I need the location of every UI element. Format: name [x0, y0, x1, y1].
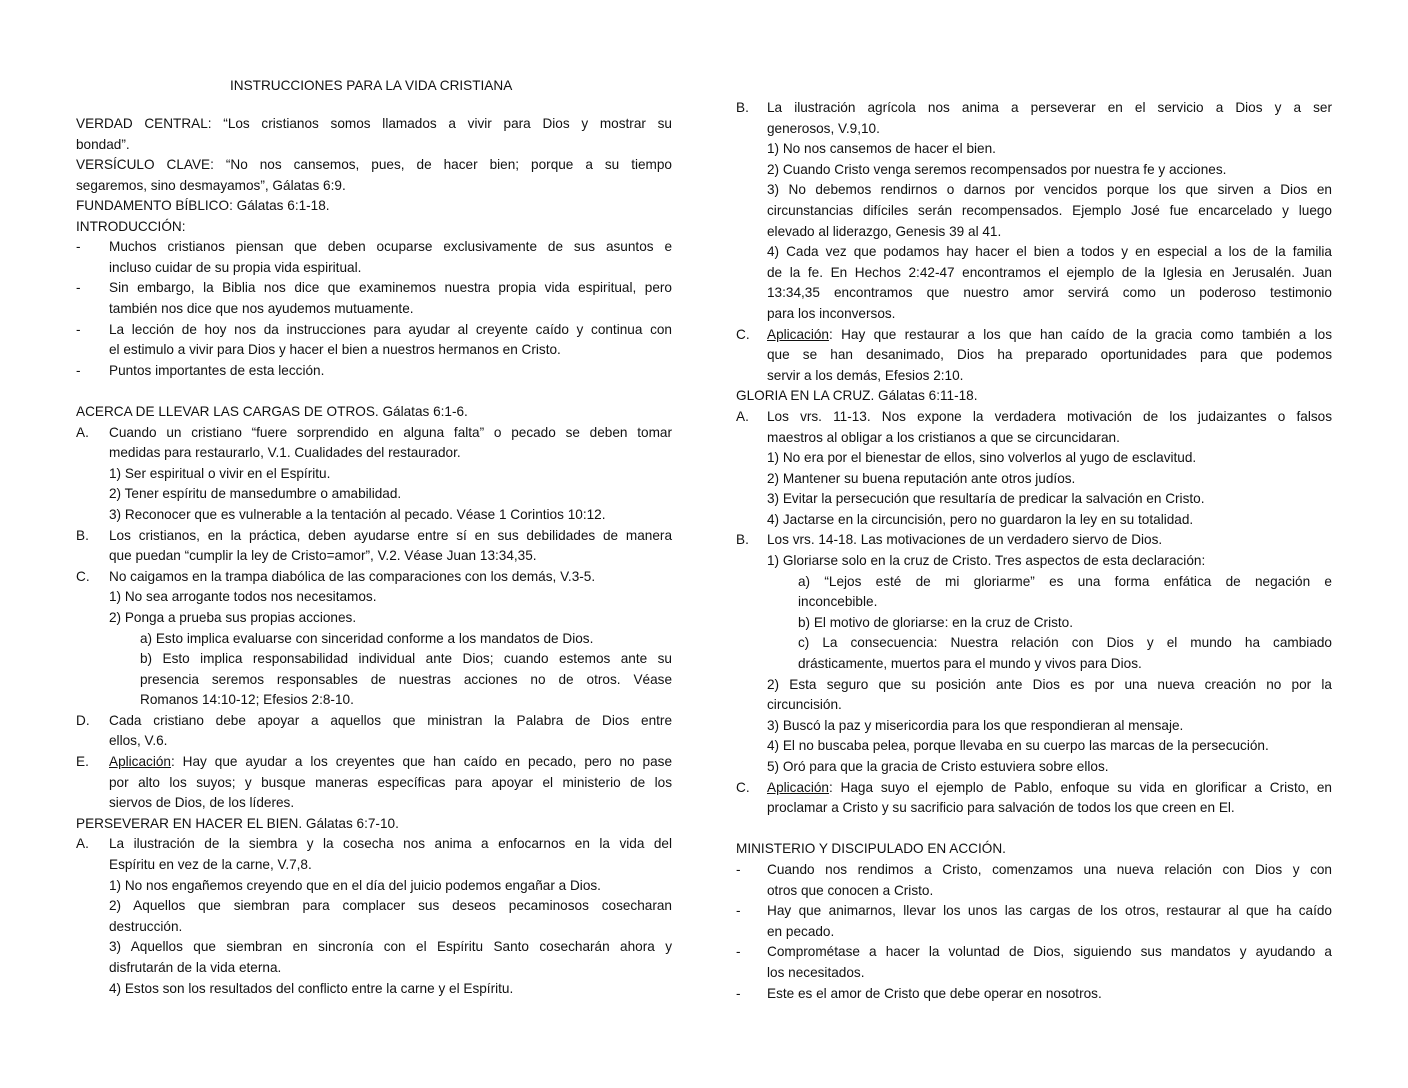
text-line	[76, 155, 672, 176]
line-text: 2) Aquellos que siembran para complacer sus deseos pecaminosos cosecharan	[109, 898, 672, 913]
line-text: de la fe. En Hechos 2:42-47 encontramos el ejemplo de la Iglesia en Jerusalén. Juan	[767, 265, 1332, 280]
text-line	[109, 278, 672, 299]
line-text: : Hay que restaurar a los que han caído de la gracia como también a los	[828, 327, 1332, 342]
line-text: a) Esto implica evaluarse con sinceridad conforme a los mandatos de Dios.	[140, 631, 594, 646]
line-text: Cada cristiano debe apoyar a aquellos que ministran la Palabra de Dios entre	[109, 713, 672, 728]
line-text: Este es el amor de Cristo que debe operar en nosotros.	[767, 986, 1102, 1001]
line-text: b) El motivo de gloriarse: en la cruz de Cristo.	[798, 615, 1074, 630]
line-text: los necesitados.	[767, 965, 865, 980]
text-line	[767, 551, 1332, 572]
list-marker: -	[736, 862, 741, 877]
line-text: en pecado.	[767, 924, 835, 939]
line-text: 2) Tener espíritu de mansedumbre o amabilidad.	[109, 486, 402, 501]
line-text: c) La consecuencia: Nuestra relación con Dios y el mundo ha cambiado	[798, 635, 1332, 650]
text-line	[767, 736, 1332, 757]
text-line	[767, 98, 1332, 119]
text-line	[798, 572, 1332, 593]
text-line	[109, 505, 672, 526]
line-text: bondad”.	[76, 137, 130, 152]
text-line	[109, 484, 672, 505]
text-line	[767, 283, 1332, 304]
text-line	[798, 654, 1332, 675]
line-text: a) “Lejos esté de mi gloriarme” es una forma enfática de negación e	[798, 574, 1332, 589]
line-text: 4) Cada vez que podamos hay hacer el bien a todos y en especial a los de la familia	[767, 244, 1332, 259]
list-marker: B.	[736, 532, 749, 547]
list-marker: -	[76, 280, 81, 295]
line-text: ACERCA DE LLEVAR LAS CARGAS DE OTROS. Gálatas 6:1-6.	[76, 404, 468, 419]
line-text: ellos, V.6.	[109, 733, 168, 748]
text-line	[767, 798, 1332, 819]
text-line	[767, 984, 1332, 1005]
text-line	[767, 778, 1332, 799]
line-text: por alto los suyos; y busque maneras específicas para apoyar el ministerio de los	[109, 775, 672, 790]
line-text: drásticamente, muertos para el mundo y vivos para Dios.	[798, 656, 1142, 671]
line-text: : Hay que ayudar a los creyentes que han caído en pecado, pero no pase	[170, 754, 672, 769]
line-text: 1) No era por el bienestar de ellos, sino volverlos al yugo de esclavitud.	[767, 450, 1197, 465]
text-line	[76, 176, 672, 197]
text-line	[767, 942, 1332, 963]
line-text: medidas para restaurarlo, V.1. Cualidades del restaurador.	[109, 445, 461, 460]
aplicacion-label: Aplicación	[767, 780, 829, 795]
line-text: incluso cuidar de su propia vida espiritual.	[109, 260, 362, 275]
aplicacion-label: Aplicación	[767, 327, 829, 342]
text-line	[109, 464, 672, 485]
line-text: 2) Cuando Cristo venga seremos recompensados por nuestra fe y acciones.	[767, 162, 1227, 177]
line-text: VERSÍCULO CLAVE: “No nos cansemos, pues, de hacer bien; porque a su tiempo	[76, 157, 672, 172]
line-text: 3) Evitar la persecución que resultaría de predicar la salvación en Cristo.	[767, 491, 1205, 506]
line-text: Cuando nos rendimos a Cristo, comenzamos una nueva relación con Dios y con	[767, 862, 1332, 877]
text-line	[109, 793, 672, 814]
text-line	[109, 876, 672, 897]
text-line	[76, 135, 672, 156]
line-text: GLORIA EN LA CRUZ. Gálatas 6:11-18.	[736, 388, 978, 403]
line-text: b) Esto implica responsabilidad individual ante Dios; cuando estemos ante su	[140, 651, 672, 666]
line-text: 1) No nos engañemos creyendo que en el día del juicio podemos engañar a Dios.	[109, 878, 601, 893]
text-line	[76, 114, 672, 135]
line-text: Los vrs. 11-13. Nos expone la verdadera motivación de los judaizantes o falsos	[767, 409, 1332, 424]
line-text: 4) El no buscaba pelea, porque llevaba en su cuerpo las marcas de la persecución.	[767, 738, 1269, 753]
text-line	[767, 716, 1332, 737]
text-line	[767, 448, 1332, 469]
line-text: 3) Aquellos que siembran en sincronía con el Espíritu Santo cosecharán ahora y	[109, 939, 672, 954]
line-text: INTRODUCCIÓN:	[76, 219, 186, 234]
line-text: inconcebible.	[798, 594, 878, 609]
text-line	[767, 757, 1332, 778]
text-line	[109, 917, 672, 938]
line-text: Cuando un cristiano “fuere sorprendido en alguna falta” o pecado se deben tomar	[109, 425, 672, 440]
text-line	[736, 386, 1332, 407]
text-line	[767, 675, 1332, 696]
line-text: La lección de hoy nos da instrucciones para ayudar al creyente caído y continua con	[109, 322, 672, 337]
line-text: : Haga suyo el ejemplo de Pablo, enfoque su vida en glorificar a Cristo, en	[828, 780, 1332, 795]
text-line	[767, 119, 1332, 140]
text-line	[767, 139, 1332, 160]
list-marker: C.	[736, 327, 750, 342]
text-line	[109, 711, 672, 732]
list-marker: B.	[736, 100, 749, 115]
list-marker: D.	[76, 713, 90, 728]
line-text: Hay que animarnos, llevar los unos las cargas de los otros, restaurar al que ha caído	[767, 903, 1332, 918]
text-line	[109, 958, 672, 979]
text-line	[767, 963, 1332, 984]
line-text: que se han desanimado, Dios ha preparado oportunidades para que podemos	[767, 347, 1332, 362]
text-line	[140, 649, 672, 670]
list-marker: -	[736, 903, 741, 918]
list-marker: A.	[76, 836, 89, 851]
line-text: 4) Estos son los resultados del conflicto entre la carne y el Espíritu.	[109, 981, 514, 996]
list-marker: -	[736, 944, 741, 959]
line-text: 4) Jactarse en la circuncisión, pero no guardaron la ley en su totalidad.	[767, 512, 1194, 527]
line-text: VERDAD CENTRAL: “Los cristianos somos llamados a vivir para Dios y mostrar su	[76, 116, 672, 131]
line-text: 1) No nos cansemos de hacer el bien.	[767, 141, 996, 156]
text-line	[767, 180, 1332, 201]
list-marker: -	[736, 986, 741, 1001]
text-line	[109, 320, 672, 341]
line-text: 3) Reconocer que es vulnerable a la tentación al pecado. Véase 1 Corintios 10:12.	[109, 507, 606, 522]
text-line	[109, 443, 672, 464]
line-text: presencia seremos responsables de nuestras acciones no de otros. Véase	[140, 672, 672, 687]
line-text: circunstancias difíciles serán recompensados. Ejemplo José fue encarcelado y luego	[767, 203, 1332, 218]
text-line	[109, 567, 672, 588]
text-line	[140, 629, 672, 650]
text-line	[109, 834, 672, 855]
line-text: maestros al obligar a los cristianos a que se circuncidaran.	[767, 430, 1120, 445]
line-text: segaremos, sino desmayamos”, Gálatas 6:9.	[76, 178, 346, 193]
line-text: Puntos importantes de esta lección.	[109, 363, 325, 378]
text-line	[767, 860, 1332, 881]
text-line	[140, 690, 672, 711]
line-text: Muchos cristianos piensan que deben ocuparse exclusivamente de sus asuntos e	[109, 239, 672, 254]
text-line	[109, 237, 672, 258]
line-text: el estimulo a vivir para Dios y hacer el bien a nuestros hermanos en Cristo.	[109, 342, 561, 357]
line-text: Espíritu en vez de la carne, V.7,8.	[109, 857, 312, 872]
text-line	[109, 979, 672, 1000]
text-line	[109, 361, 672, 382]
line-text: que puedan “cumplir la ley de Cristo=amor”, V.2. Véase Juan 13:34,35.	[109, 548, 537, 563]
line-text: proclamar a Cristo y su sacrificio para salvación de todos los que creen en El.	[767, 800, 1235, 815]
text-line	[109, 752, 672, 773]
text-line	[109, 546, 672, 567]
text-line	[767, 695, 1332, 716]
line-text: PERSEVERAR EN HACER EL BIEN. Gálatas 6:7-10.	[76, 816, 399, 831]
aplicacion-label: Aplicación	[109, 754, 171, 769]
list-marker: C.	[736, 780, 750, 795]
list-marker: -	[76, 239, 81, 254]
line-text: No caigamos en la trampa diabólica de las comparaciones con los demás, V.3-5.	[109, 569, 596, 584]
text-line	[76, 814, 672, 835]
line-text: 3) No debemos rendirnos o darnos por vencidos porque los que sirven a Dios en	[767, 182, 1332, 197]
text-line	[767, 263, 1332, 284]
text-line	[109, 608, 672, 629]
text-line	[767, 901, 1332, 922]
text-line	[767, 304, 1332, 325]
text-line	[767, 407, 1332, 428]
line-text: 2) Mantener su buena reputación ante otros judíos.	[767, 471, 1076, 486]
list-marker: C.	[76, 569, 90, 584]
text-line	[767, 530, 1332, 551]
line-text: servir a los demás, Efesios 2:10.	[767, 368, 964, 383]
text-line	[798, 592, 1332, 613]
text-line	[798, 633, 1332, 654]
text-line	[798, 613, 1332, 634]
line-text: Los cristianos, en la práctica, deben ayudarse entre sí en sus debilidades de manera	[109, 528, 672, 543]
list-marker: -	[76, 363, 81, 378]
text-line	[109, 340, 672, 361]
text-line	[109, 258, 672, 279]
line-text: 5) Oró para que la gracia de Cristo estuviera sobre ellos.	[767, 759, 1109, 774]
text-line	[736, 839, 1332, 860]
line-text: generosos, V.9,10.	[767, 121, 880, 136]
line-text: Romanos 14:10-12; Efesios 2:8-10.	[140, 692, 354, 707]
text-line	[76, 196, 672, 217]
line-text: circuncisión.	[767, 697, 842, 712]
text-line	[109, 423, 672, 444]
list-marker: B.	[76, 528, 89, 543]
text-line	[767, 160, 1332, 181]
text-line	[109, 855, 672, 876]
text-line	[109, 896, 672, 917]
text-line	[109, 299, 672, 320]
text-line	[767, 325, 1332, 346]
list-marker: -	[76, 322, 81, 337]
line-text: destrucción.	[109, 919, 183, 934]
line-text: Los vrs. 14-18. Las motivaciones de un verdadero siervo de Dios.	[767, 532, 1163, 547]
line-text: MINISTERIO Y DISCIPULADO EN ACCIÓN.	[736, 841, 1006, 856]
line-text: La ilustración agrícola nos anima a perseverar en el servicio a Dios y a ser	[767, 100, 1332, 115]
text-line	[767, 242, 1332, 263]
list-marker: A.	[76, 425, 89, 440]
line-text: 2) Ponga a prueba sus propias acciones.	[109, 610, 357, 625]
document-title: INSTRUCCIONES PARA LA VIDA CRISTIANA	[230, 78, 513, 93]
text-line	[767, 201, 1332, 222]
text-line	[767, 510, 1332, 531]
line-text: FUNDAMENTO BÍBLICO: Gálatas 6:1-18.	[76, 198, 330, 213]
line-text: 2) Esta seguro que su posición ante Dios es por una nueva creación no por la	[767, 677, 1332, 692]
list-marker: E.	[76, 754, 89, 769]
text-line	[767, 222, 1332, 243]
text-line	[76, 402, 672, 423]
line-text: 1) Gloriarse solo en la cruz de Cristo. Tres aspectos de esta declaración:	[767, 553, 1206, 568]
text-line	[767, 489, 1332, 510]
line-text: para los inconversos.	[767, 306, 896, 321]
line-text: 13:34,35 encontramos que nuestro amor servirá como un poderoso testimonio	[767, 285, 1332, 300]
text-line	[109, 731, 672, 752]
text-line	[767, 345, 1332, 366]
line-text: 1) Ser espiritual o vivir en el Espíritu.	[109, 466, 331, 481]
text-line	[140, 670, 672, 691]
line-text: otros que conocen a Cristo.	[767, 883, 934, 898]
text-line	[767, 428, 1332, 449]
line-text: también nos dice que nos ayudemos mutuamente.	[109, 301, 414, 316]
line-text: 1) No sea arrogante todos nos necesitamos.	[109, 589, 377, 604]
line-text: elevado al liderazgo, Genesis 39 al 41.	[767, 224, 1002, 239]
text-line	[767, 469, 1332, 490]
text-line	[109, 587, 672, 608]
list-marker: A.	[736, 409, 749, 424]
text-line	[109, 773, 672, 794]
line-text: La ilustración de la siembra y la cosecha nos anima a enfocarnos en la vida del	[109, 836, 672, 851]
line-text: Sin embargo, la Biblia nos dice que examinemos nuestra propia vida espiritual, pero	[109, 280, 672, 295]
line-text: siervos de Dios, de los líderes.	[109, 795, 295, 810]
line-text: 3) Buscó la paz y misericordia para los que respondieran al mensaje.	[767, 718, 1184, 733]
line-text: Comprométase a hacer la voluntad de Dios, siguiendo sus mandatos y ayudando a	[767, 944, 1332, 959]
line-text: disfrutarán de la vida eterna.	[109, 960, 282, 975]
text-line	[76, 217, 672, 238]
text-line	[767, 922, 1332, 943]
text-line	[767, 366, 1332, 387]
text-line	[109, 526, 672, 547]
text-line	[109, 937, 672, 958]
text-line	[767, 881, 1332, 902]
